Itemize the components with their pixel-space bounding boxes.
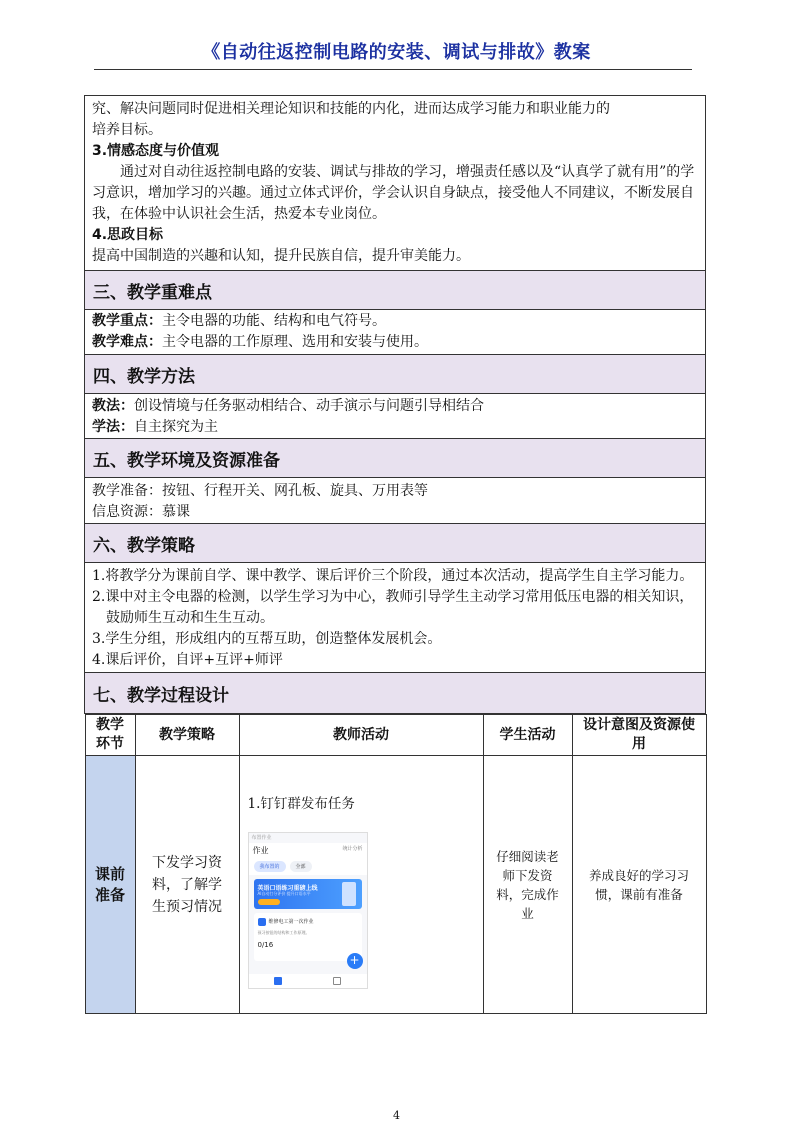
phone-stats: 统计分析	[342, 846, 363, 852]
page-number: 4	[393, 1109, 400, 1122]
phone-banner	[254, 879, 362, 909]
learning-method-label: 学法：	[92, 419, 134, 435]
strategy-item-4: 4.课后评价，自评+互评+师评	[92, 652, 283, 668]
goal-4-text: 提高中国制造的兴趣和认知，提升民族自信，提升审美能力。	[92, 248, 470, 264]
phone-nav	[249, 974, 367, 988]
phone-add-icon: +	[347, 953, 363, 969]
dingtalk-screenshot	[248, 832, 368, 989]
lesson-plan-table	[84, 95, 706, 1014]
header-teacher: 教师活动	[239, 715, 483, 756]
key-point-label: 教学重点：	[92, 313, 162, 329]
phone-card-count: 0/16	[257, 941, 274, 949]
phone-banner-image	[342, 882, 356, 906]
stage-cell: 课前准备	[85, 756, 135, 1014]
phone-tab-all: 全部	[290, 861, 312, 872]
section-7-heading: 七、教学过程设计	[85, 673, 706, 714]
section-5-heading: 五、教学环境及资源准备	[85, 439, 706, 478]
process-table	[85, 714, 707, 1014]
section-6-heading: 六、教学策略	[85, 524, 706, 563]
difficulty-text: 主令电器的工作原理、选用和安装与使用。	[162, 334, 428, 350]
goals-line-1: 究、解决问题同时促进相关理论知识和技能的内化，进而达成学习能力和职业能力的	[92, 101, 610, 117]
prep-line: 教学准备：按钮、行程开关、网孔板、旋具、万用表等	[92, 483, 428, 499]
phone-card-desc: 预习按钮的结构和工作原理。	[257, 930, 310, 935]
strategy-item-1: 1.将教学分为课前自学、课中教学、课后评价三个阶段，通过本次活动，提高学生自主学习能力。	[92, 568, 694, 584]
phone-status: 布置作业	[251, 835, 272, 841]
title-rule	[94, 69, 692, 70]
section-5-body	[85, 478, 706, 524]
phone-tab-mine: 我布置的	[254, 861, 286, 872]
goal-3-text: 通过对自动往返控制电路的安装、调试与排故的学习，增强责任感以及“认真学了就有用”的学习意识，增加学习的兴趣。通过立体式评价，学会认识自身缺点，接受他人不同建议，不断发展自我，在体验中认识社会生活，热爱本专业岗位。	[92, 164, 695, 222]
resource-line: 信息资源：慕课	[92, 504, 190, 520]
header-student: 学生活动	[483, 715, 572, 756]
phone-title: 作业	[252, 846, 269, 855]
phone-card-title: 维修电工第一次作业	[268, 919, 314, 925]
section-3-heading: 三、教学重难点	[85, 271, 706, 310]
teacher-step: 1.钉钉群发布任务	[247, 796, 355, 812]
teaching-method-label: 教法：	[92, 398, 134, 414]
goals-line-2: 培养目标。	[92, 122, 162, 138]
section-4-heading: 四、教学方法	[85, 355, 706, 394]
teacher-activity-cell	[239, 756, 483, 1014]
phone-banner-button	[258, 899, 280, 905]
phone-banner-sub: AI自动打分评价 提升口语水平	[257, 891, 311, 896]
section-3-body	[85, 310, 706, 355]
phone-banner-title: 英语口语练习重磅上线	[257, 885, 318, 892]
homework-icon	[258, 918, 266, 926]
strategy-item-2: 2.课中对主令电器的检测，以学生学习为中心，教师引导学生主动学习常用低压电器的相关知识，鼓励师生互动和生生互动。	[92, 589, 694, 626]
learning-method-text: 自主探究为主	[134, 419, 218, 435]
header-strategy: 教学策略	[135, 715, 239, 756]
section-6-body	[85, 563, 706, 673]
teaching-method-text: 创设情境与任务驱动相结合、动手演示与问题引导相结合	[134, 398, 484, 414]
key-point-text: 主令电器的功能、结构和电气符号。	[162, 313, 386, 329]
difficulty-label: 教学难点：	[92, 334, 162, 350]
phone-homework-card	[254, 913, 362, 961]
header-stage: 教学环节	[85, 715, 135, 756]
goal-4-heading: 4.思政目标	[92, 227, 164, 243]
student-activity-cell: 仔细阅读老师下发资料，完成作业	[483, 756, 572, 1014]
goal-3-heading: 3.情感态度与价值观	[92, 143, 220, 159]
goals-continued-cell	[85, 96, 706, 271]
header-intent: 设计意图及资源使用	[572, 715, 706, 756]
strategy-cell: 下发学习资料，了解学生预习情况	[135, 756, 239, 1014]
document-title: 《自动往返控制电路的安装、调试与排故》教案	[202, 42, 591, 63]
intent-cell: 养成良好的学习习惯，课前有准备	[572, 756, 706, 1014]
phone-nav-homework-icon	[274, 977, 282, 985]
phone-nav-record-icon	[333, 977, 341, 985]
process-container	[85, 714, 706, 1015]
strategy-item-3: 3.学生分组，形成组内的互帮互助，创造整体发展机会。	[92, 631, 442, 647]
section-4-body	[85, 394, 706, 439]
